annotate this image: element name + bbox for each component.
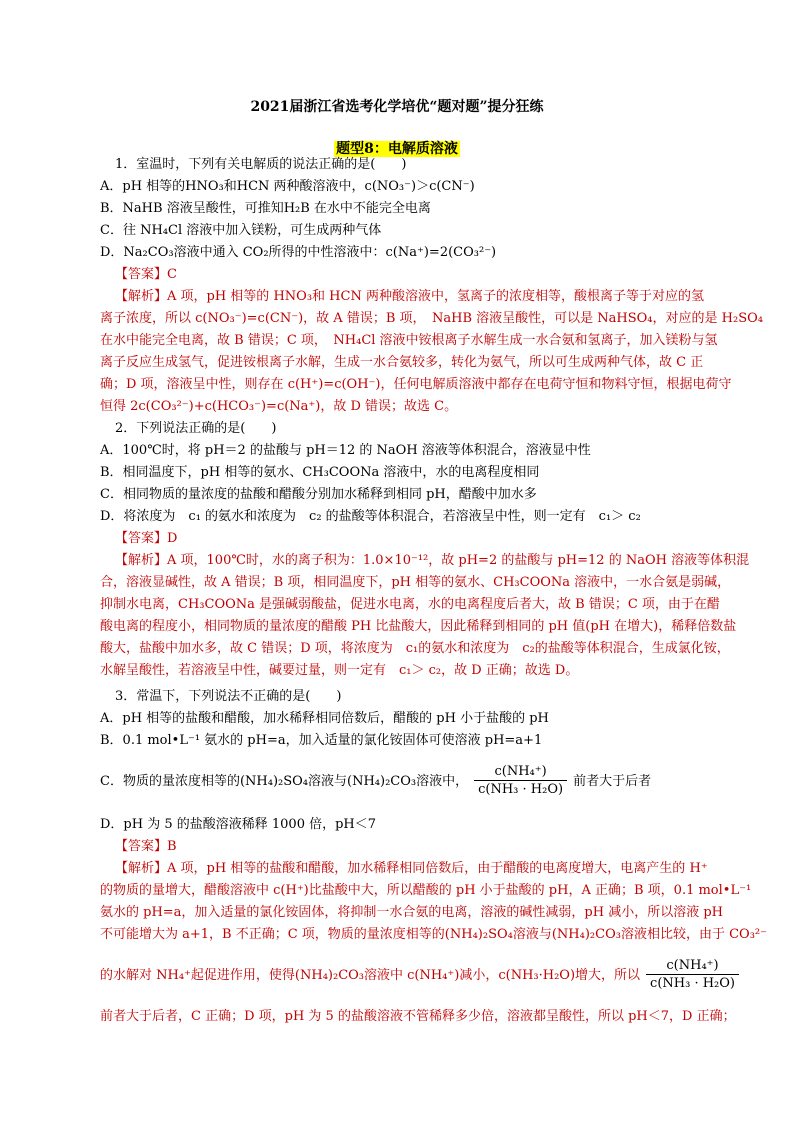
question-1-option-a: A．pH 相等的HNO₃和HCN 两种酸溶液中，c(NO₃⁻)＞c(CN⁻)	[100, 179, 475, 194]
question-3-analysis-line: 【解析】A 项，pH 相等的盐酸和醋酸，加水稀释相同倍数后，由于醋酸的电离度增大，电离产生的 H⁺	[115, 861, 708, 876]
concentration-ratio-fraction	[474, 764, 567, 799]
option-c-tail: 前者大于后者	[573, 774, 652, 789]
question-3-option-c	[100, 762, 710, 802]
question-2-stem: 2．下列说法正确的是( )	[115, 421, 277, 436]
question-3-stem: 3．常温下，下列说法不正确的是( )	[115, 689, 342, 704]
document-title: 2021届浙江省选考化学培优“题对题”提分狂练	[250, 99, 544, 115]
question-1-option-d: D．Na₂CO₃溶液中通入 CO₂所得的中性溶液中：c(Na⁺)=2(CO₃²⁻)	[100, 245, 497, 260]
question-2-analysis-line: 酸电离的程度小，相同物质的量浓度的醋酸 PH 比盐酸大，因此稀释到相同的 pH 值(pH 在增大)，稀释倍数盐	[100, 619, 737, 634]
question-1-analysis-line: 【解析】A 项，pH 相等的 HNO₃和 HCN 两种酸溶液中，氢离子的浓度相等，酸根离子等于对应的氢	[115, 289, 704, 304]
question-2-analysis-line: 抑制水电离，CH₃COONa 是强碱弱酸盐，促进水电离，水的电离程度后者大，故 B 错误；C 项，由于在醋	[100, 597, 720, 612]
question-2-analysis-line: 酸大，盐酸中加水多，故 C 错误；D 项，将浓度为 c₁的氨水和浓度为 c₂的盐酸等体积混合，生成氯化铵，	[100, 641, 730, 656]
question-3-option-d: D．pH 为 5 的盐酸溶液稀释 1000 倍，pH＜7	[100, 817, 377, 832]
question-1-option-c: C．往 NH₄Cl 溶液中加入镁粉，可生成两种气体	[100, 223, 382, 238]
question-3-answer: 【答案】B	[115, 839, 177, 854]
question-2-analysis-line: 【解析】A 项，100℃时，水的离子积为：1.0×10⁻¹²，故 pH=2 的盐酸与 pH=12 的 NaOH 溶液等体积混	[115, 553, 750, 568]
question-1-analysis-line: 离子反应生成氢气，促进铵根离子水解，生成一水合氨较多，转化为氨气，所以可生成两种气体，故 C 正	[100, 355, 704, 370]
question-1-analysis-line: 在水中能完全电离，故 B 错误；C 项， NH₄Cl 溶液中铵根离子水解生成一水合氨和氢离子，加入镁粉与氢	[100, 333, 718, 348]
question-2-option-c: C．相同物质的量浓度的盐酸和醋酸分别加水稀释到相同 pH，醋酸中加水多	[100, 487, 537, 502]
question-2-answer: 【答案】D	[115, 531, 178, 546]
question-1-analysis-line: 离子浓度，所以 c(NO₃⁻)=c(CN⁻)，故 A 错误；B 项， NaHB 溶液呈酸性，可以是 NaHSO₄，对应的是 H₂SO₄	[100, 311, 763, 326]
fraction-denominator: c(NH₃ · H₂O)	[650, 976, 735, 991]
analysis-ratio-fraction	[646, 958, 739, 993]
question-3-option-b: B．0.1 mol•L⁻¹ 氨水的 pH=a，加入适量的氯化铵固体可使溶液 pH=a+1	[100, 733, 543, 748]
question-3-option-a: A．pH 相等的盐酸和醋酸，加水稀释相同倍数后，醋酸的 pH 小于盐酸的 pH	[100, 711, 549, 726]
fraction-numerator: c(NH₄⁺)	[646, 958, 739, 975]
question-2-analysis-line: 合，溶液显碱性，故 A 错误；B 项，相同温度下，pH 相等的氨水、CH₃COONa 溶液中，一水合氨是弱碱，	[100, 575, 731, 590]
option-c-text: C．物质的量浓度相等的(NH₄)₂SO₄溶液与(NH₄)₂CO₃溶液中，	[100, 774, 469, 789]
question-1-stem: 1．室温时，下列有关电解质的说法正确的是( )	[115, 157, 407, 172]
question-3-analysis-last-line: 前者大于后者，C 正确；D 项，pH 为 5 的盐酸溶液不管稀释多少倍，溶液都呈酸性，所以 pH＜7，D 正确；	[100, 1009, 736, 1024]
subtitle-highlight: 题型8：电解质溶液	[336, 141, 458, 157]
question-2-option-d: D．将浓度为 c₁ 的氨水和浓度为 c₂ 的盐酸等体积混合，若溶液呈中性，则一定有 c₁＞ c₂	[100, 509, 641, 524]
question-2-analysis-line: 水解呈酸性，若溶液呈中性，碱要过量，则一定有 c₁＞ c₂，故 D 正确；故选 D。	[100, 663, 579, 678]
analysis-text: 的水解对 NH₄⁺起促进作用，使得(NH₄)₂CO₃溶液中 c(NH₄⁺)减小，c(NH₃·H₂O)增大，所以	[100, 968, 641, 983]
question-1-analysis-line: 恒得 2c(CO₃²⁻)+c(HCO₃⁻)=c(Na⁺)，故 D 错误；故选 C。	[100, 399, 458, 414]
question-1-analysis-line: 确；D 项，溶液呈中性，则存在 c(H⁺)=c(OH⁻)，任何电解质溶液中都存在电荷守恒和物料守恒，根据电荷守	[100, 377, 732, 392]
question-3-analysis-line: 氨水的 pH=a，加入适量的氯化铵固体，将抑制一水合氨的电离，溶液的碱性减弱，pH 减小，所以溶液 pH	[100, 905, 724, 920]
question-1-answer: 【答案】C	[115, 267, 177, 282]
question-2-option-b: B．相同温度下，pH 相等的氨水、CH₃COONa 溶液中，水的电离程度相同	[100, 465, 540, 480]
question-3-analysis-line: 的物质的量增大，醋酸溶液中 c(H⁺)比盐酸中大，所以醋酸的 pH 小于盐酸的 pH，A 正确；B 项，0.1 mol•L⁻¹	[100, 883, 752, 898]
question-3-analysis-line: 不可能增大为 a+1，B 不正确；C 项，物质的量浓度相等的(NH₄)₂SO₄溶液与(NH₄)₂CO₃溶液相比较，由于 CO₃²⁻	[100, 927, 767, 942]
fraction-numerator: c(NH₄⁺)	[474, 764, 567, 781]
question-3-analysis-fraction-line	[100, 956, 735, 996]
question-2-option-a: A．100℃时，将 pH＝2 的盐酸与 pH＝12 的 NaOH 溶液等体积混合，溶液显中性	[100, 443, 591, 458]
question-1-option-b: B．NaHB 溶液呈酸性，可推知H₂B 在水中不能完全电离	[100, 201, 431, 216]
fraction-denominator: c(NH₃ · H₂O)	[478, 782, 564, 797]
